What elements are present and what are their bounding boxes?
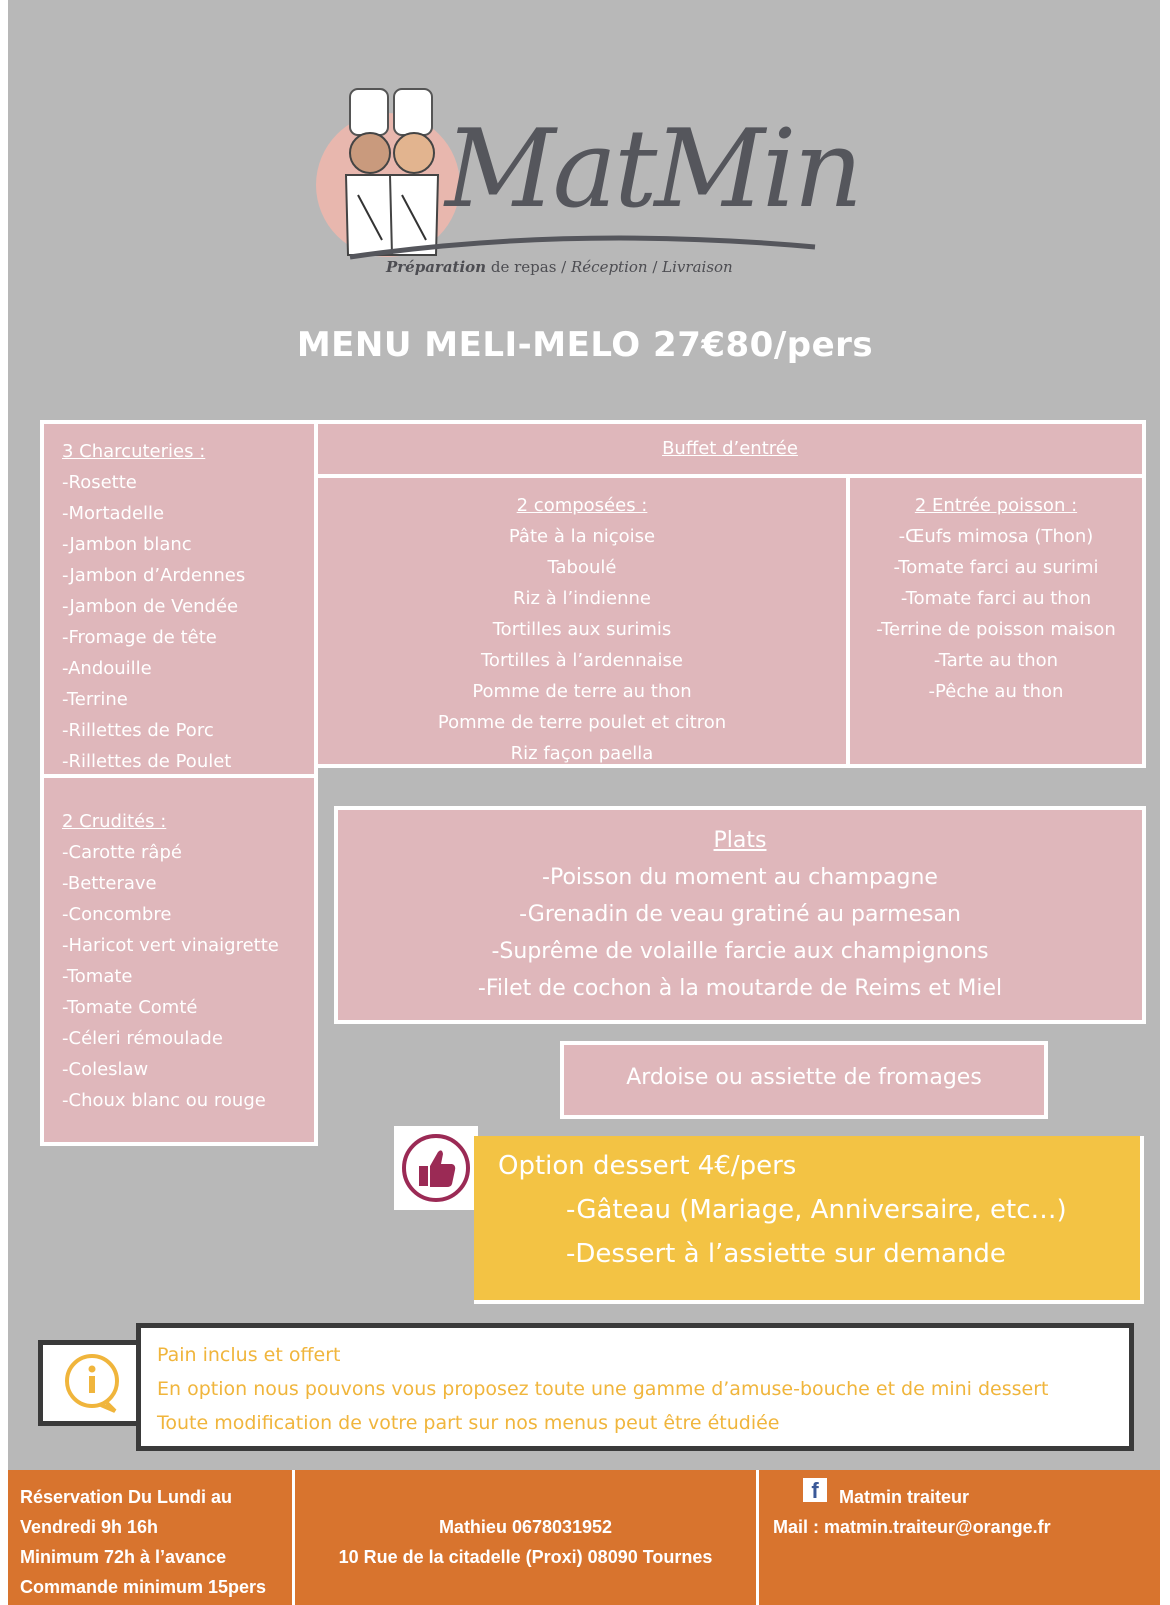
fromages-panel: [560, 1041, 1048, 1119]
brand-logotype: MatMin: [445, 107, 861, 232]
facebook-label: Matmin traiteur: [839, 1487, 970, 1507]
charcuteries-panel: [40, 420, 318, 778]
list-item: -Concombre: [62, 904, 172, 925]
list-item: -Haricot vert vinaigrette: [62, 935, 279, 956]
list-item: -Filet de cochon à la moutarde de Reims et Miel: [477, 976, 1003, 1001]
poisson-heading: 2 Entrée poisson :: [914, 495, 1078, 516]
list-item: -Rillettes de Poulet: [62, 751, 232, 772]
list-item: -Tarte au thon: [933, 650, 1059, 671]
info-line: Pain inclus et offert: [157, 1344, 341, 1366]
list-item: -Jambon d’Ardennes: [62, 565, 246, 586]
footer-contact: [295, 1470, 759, 1605]
list-item: -Dessert à l’assiette sur demande: [566, 1239, 1006, 1269]
info-icon-box: [38, 1340, 146, 1426]
poisson-panel: [846, 474, 1146, 768]
dessert-title: Option dessert 4€/pers: [498, 1151, 797, 1181]
list-item: -Mortadelle: [62, 503, 165, 524]
buffet-header: [314, 420, 1146, 478]
list-item: -Fromage de tête: [62, 627, 217, 648]
list-item: -Carotte râpé: [62, 842, 182, 863]
contact-address: 10 Rue de la citadelle (Proxi) 08090 Tournes: [338, 1547, 713, 1567]
list-item: -Jambon de Vendée: [62, 596, 239, 617]
list-item: -Tomate Comté: [62, 997, 198, 1018]
brand-tagline: Préparation de repas / Réception / Livraison: [386, 258, 733, 276]
list-item: -Terrine: [62, 689, 128, 710]
footer-line: Minimum 72h à l’avance: [20, 1547, 227, 1567]
menu-title: MENU MELI-MELO 27€80/pers: [296, 325, 874, 365]
info-line: En option nous pouvons vous proposez toute une gamme d’amuse-bouche et de mini dessert: [157, 1378, 1049, 1400]
list-item: -Coleslaw: [62, 1059, 149, 1080]
footer-line: Vendredi 9h 16h: [20, 1517, 159, 1537]
plats-panel: [334, 806, 1146, 1024]
list-item: Pomme de terre au thon: [472, 681, 692, 702]
composees-panel: [314, 474, 850, 768]
mail-link[interactable]: Mail : matmin.traiteur@orange.fr: [773, 1517, 1051, 1537]
list-item: -Tomate: [62, 966, 133, 987]
list-item: Riz à l’indienne: [513, 588, 651, 609]
charcuteries-heading: 3 Charcuteries :: [62, 441, 206, 462]
dessert-panel: [474, 1136, 1144, 1304]
thumbs-up-icon: [394, 1126, 478, 1210]
footer-reservation: [8, 1470, 295, 1605]
list-item: -Rosette: [62, 472, 137, 493]
list-item: -Andouille: [62, 658, 152, 679]
list-item: -Grenadin de veau gratiné au parmesan: [519, 902, 961, 927]
list-item: Tortilles à l’ardennaise: [481, 650, 683, 671]
facebook-link[interactable]: [773, 1478, 1160, 1512]
footer-social: [759, 1470, 1160, 1605]
list-item: -Tomate farci au surimi: [893, 557, 1099, 578]
list-item: Riz façon paella: [510, 743, 654, 764]
list-item: -Terrine de poisson maison: [876, 619, 1116, 640]
fromages-text: Ardoise ou assiette de fromages: [626, 1065, 982, 1090]
facebook-icon: f: [803, 1478, 827, 1502]
plats-heading: Plats: [713, 828, 767, 853]
list-item: -Tomate farci au thon: [900, 588, 1092, 609]
list-item: Pomme de terre poulet et citron: [437, 712, 727, 733]
list-item: Pâte à la niçoise: [508, 526, 656, 547]
list-item: -Jambon blanc: [62, 534, 192, 555]
list-item: -Pêche au thon: [928, 681, 1064, 702]
list-item: -Poisson du moment au champagne: [542, 865, 938, 890]
info-panel: [136, 1323, 1134, 1451]
info-icon: [43, 1345, 141, 1421]
info-line: Toute modification de votre part sur nos menus peut être étudiée: [157, 1412, 780, 1434]
thumb-icon-box: [394, 1126, 478, 1210]
list-item: -Choux blanc ou rouge: [62, 1090, 266, 1111]
footer-line: Réservation Du Lundi au: [20, 1487, 233, 1507]
list-item: -Céleri rémoulade: [62, 1028, 223, 1049]
list-item: -Œufs mimosa (Thon): [898, 526, 1094, 547]
list-item: -Betterave: [62, 873, 157, 894]
list-item: -Rillettes de Porc: [62, 720, 214, 741]
crudites-panel: [40, 774, 318, 1146]
buffet-heading: Buffet d’entrée: [662, 438, 798, 459]
footer-line: Commande minimum 15pers: [20, 1577, 267, 1597]
list-item: Tortilles aux surimis: [492, 619, 672, 640]
list-item: Taboulé: [547, 557, 617, 578]
list-item: -Suprême de volaille farcie aux champignons: [491, 939, 989, 964]
crudites-heading: 2 Crudités :: [62, 811, 167, 832]
list-item: -Gâteau (Mariage, Anniversaire, etc…): [566, 1195, 1067, 1225]
composees-heading: 2 composées :: [516, 495, 648, 516]
contact-name: Mathieu 0678031952: [438, 1517, 613, 1537]
